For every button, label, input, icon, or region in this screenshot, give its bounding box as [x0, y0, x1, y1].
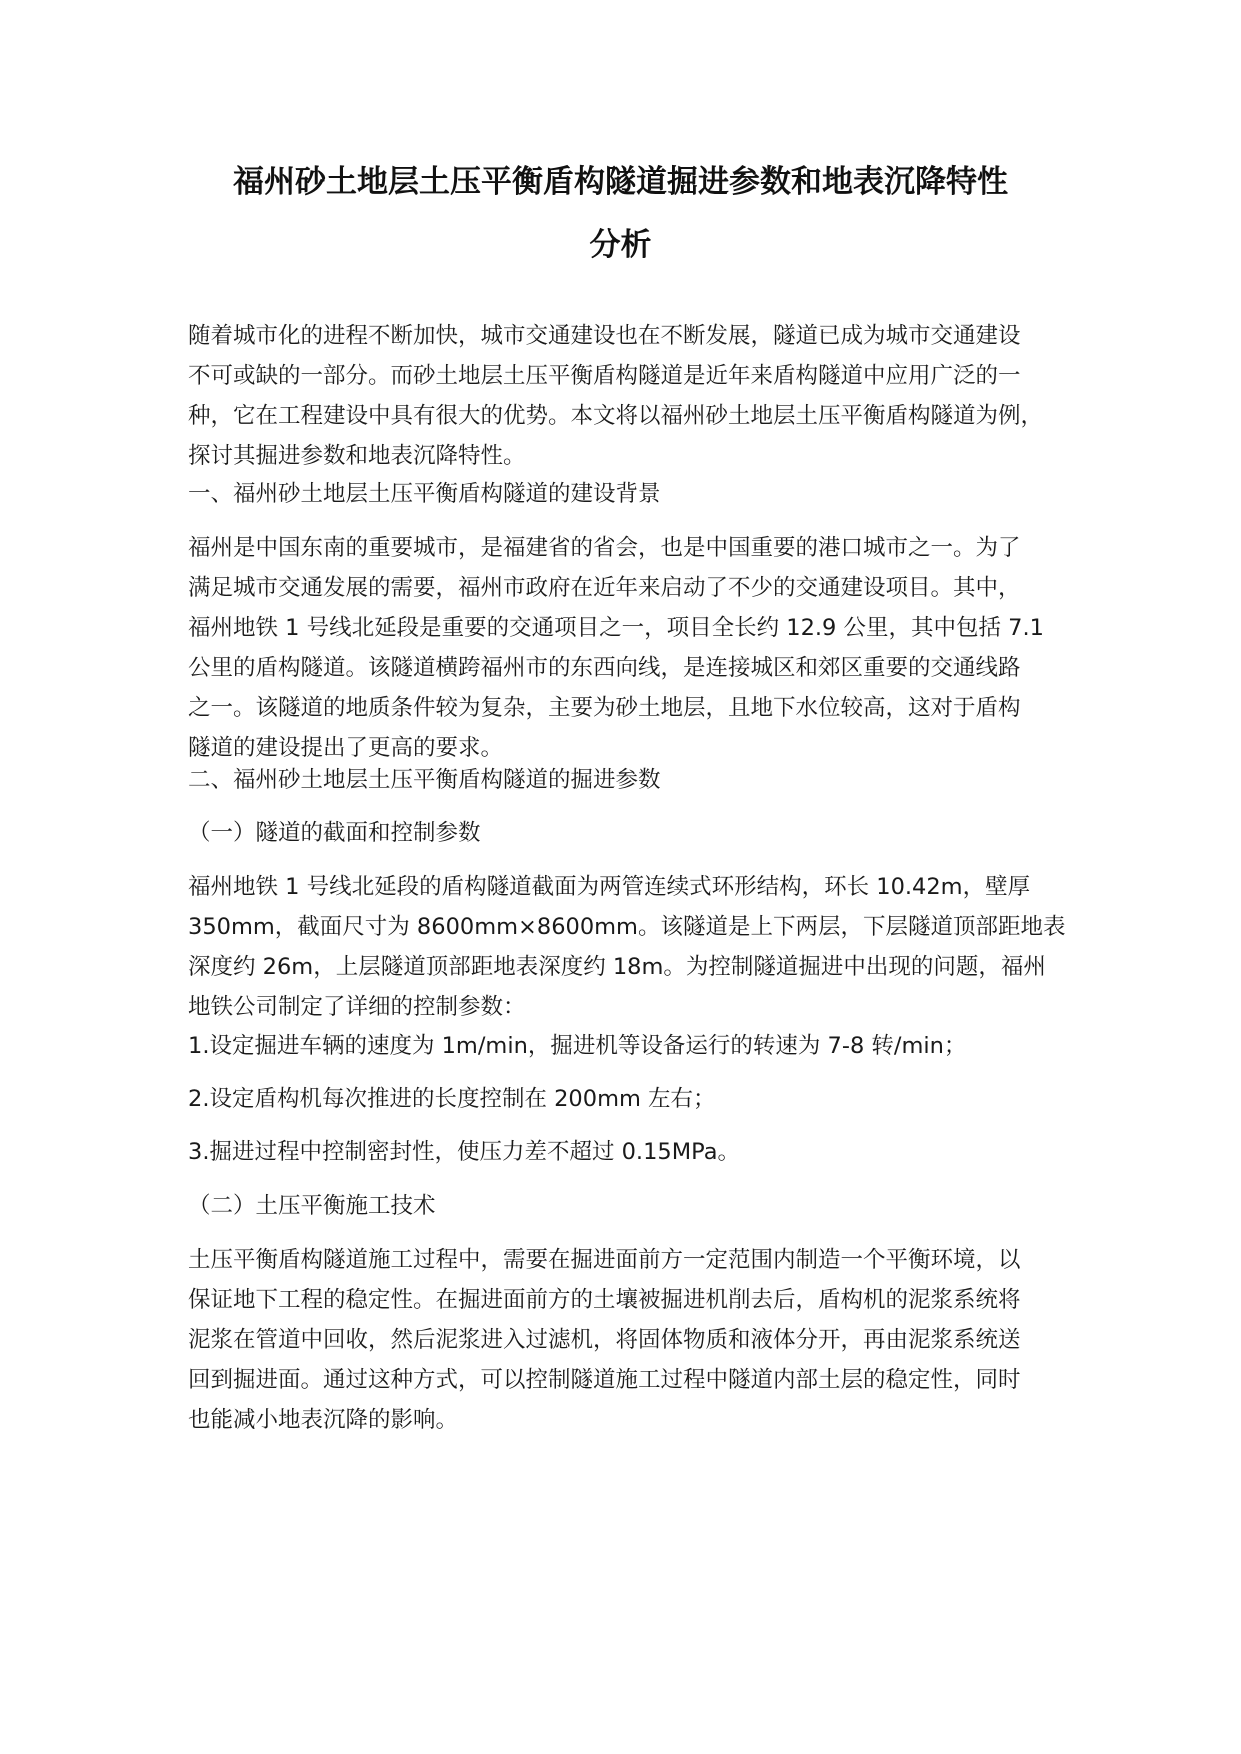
list-item-text: 3.掘进过程中控制密封性，使压力差不超过 0.15MPa。: [188, 1139, 740, 1165]
list-item-text: 1.设定掘进车辆的速度为 1m/min，掘进机等设备运行的转速为 7-8 转/min；: [188, 1033, 967, 1059]
text-line: 满足城市交通发展的需要，福州市政府在近年来启动了不少的交通建设项目。其中，: [188, 575, 1021, 601]
text-line: 也能减小地表沉降的影响。: [188, 1407, 459, 1433]
list-item: [188, 1132, 1068, 1172]
text-line: 福州是中国东南的重要城市，是福建省的省会，也是中国重要的港口城市之一。为了: [188, 535, 1021, 561]
list-item-text: 2.设定盾构机每次推进的长度控制在 200mm 左右；: [188, 1086, 716, 1112]
text-line: 隧道的建设提出了更高的要求。: [188, 735, 504, 761]
subsection-heading-2: [188, 1186, 1068, 1226]
heading-text: 二、福州砂土地层土压平衡盾构隧道的掘进参数: [188, 767, 661, 793]
list-item: [188, 1026, 1068, 1066]
text-line: 公里的盾构隧道。该隧道横跨福州市的东西向线，是连接城区和郊区重要的交通线路: [188, 655, 1021, 681]
document-title-line-1: 福州砂土地层土压平衡盾构隧道掘进参数和地表沉降特性: [233, 164, 1008, 200]
heading-text: （二）土压平衡施工技术: [188, 1193, 436, 1219]
text-line: 回到掘进面。通过这种方式，可以控制隧道施工过程中隧道内部土层的稳定性，同时: [188, 1367, 1021, 1393]
text-line: 不可或缺的一部分。而砂土地层土压平衡盾构隧道是近年来盾构隧道中应用广泛的一: [188, 363, 1021, 389]
text-line: 350mm，截面尺寸为 8600mm×8600mm。该隧道是上下两层，下层隧道顶部距地表: [188, 914, 1066, 940]
cross-section-paragraph: [188, 867, 1068, 1027]
list-item: [188, 1079, 1068, 1119]
text-line: 保证地下工程的稳定性。在掘进面前方的土壤被掘进机削去后，盾构机的泥浆系统将: [188, 1287, 1021, 1313]
subsection-heading-1: [188, 813, 1068, 853]
section-heading-2: [188, 760, 1068, 800]
heading-text: （一）隧道的截面和控制参数: [188, 820, 481, 846]
text-line: 土压平衡盾构隧道施工过程中，需要在掘进面前方一定范围内制造一个平衡环境，以: [188, 1247, 1021, 1273]
text-line: 探讨其掘进参数和地表沉降特性。: [188, 443, 526, 469]
text-line: 之一。该隧道的地质条件较为复杂，主要为砂土地层，且地下水位较高，这对于盾构: [188, 695, 1021, 721]
document-title-line-2: 分析: [589, 227, 652, 263]
heading-text: 一、福州砂土地层土压平衡盾构隧道的建设背景: [188, 481, 661, 507]
technique-paragraph: [188, 1240, 1068, 1440]
text-line: 深度约 26m，上层隧道顶部距地表深度约 18m。为控制隧道掘进中出现的问题，福州: [188, 954, 1046, 980]
text-line: 随着城市化的进程不断加快，城市交通建设也在不断发展，隧道已成为城市交通建设: [188, 323, 1021, 349]
text-line: 福州地铁 1 号线北延段是重要的交通项目之一，项目全长约 12.9 公里，其中包括 7.1: [188, 615, 1044, 641]
text-line: 福州地铁 1 号线北延段的盾构隧道截面为两管连续式环形结构，环长 10.42m，壁厚: [188, 874, 1031, 900]
text-line: 种，它在工程建设中具有很大的优势。本文将以福州砂土地层土压平衡盾构隧道为例，: [188, 403, 1044, 429]
text-line: 泥浆在管道中回收，然后泥浆进入过滤机，将固体物质和液体分开，再由泥浆系统送: [188, 1327, 1021, 1353]
intro-paragraph: [188, 316, 1068, 476]
background-paragraph: [188, 528, 1068, 768]
text-line: 地铁公司制定了详细的控制参数：: [188, 994, 526, 1020]
section-heading-1: [188, 474, 1068, 514]
